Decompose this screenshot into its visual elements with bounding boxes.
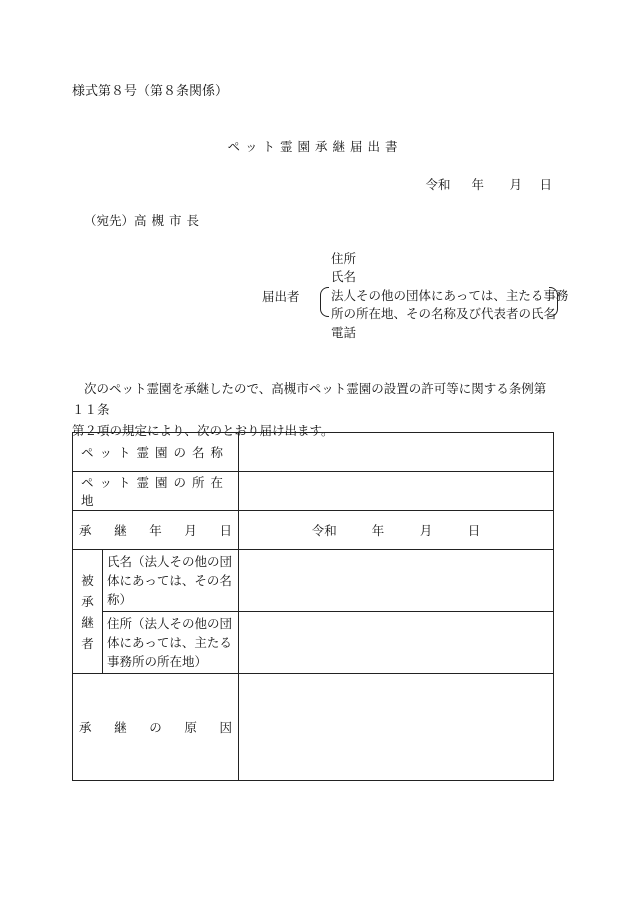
succession-date-year: 年 xyxy=(371,523,385,538)
label-char: 年 xyxy=(149,523,162,538)
right-bracket xyxy=(549,287,558,317)
succession-date-month: 月 xyxy=(419,523,433,538)
label-succession-reason xyxy=(73,674,239,781)
submission-date xyxy=(425,175,552,193)
statement-line1: 次のペット霊園を承継したので、高槻市ペット霊園の設置の許可等に関する条例第１１条 xyxy=(72,381,547,417)
label-char: 継 xyxy=(114,523,127,538)
field-succession-date[interactable] xyxy=(239,511,554,550)
applicant-address-label: 住所 xyxy=(331,251,357,266)
date-day: 日 xyxy=(539,177,552,192)
label-succession-date xyxy=(73,511,239,550)
field-cemetery-name[interactable] xyxy=(239,433,554,472)
label-char: 因 xyxy=(219,720,233,735)
label-char: 承 xyxy=(79,523,92,538)
date-month: 月 xyxy=(509,177,522,192)
addressee-prefix: （宛先） xyxy=(84,213,135,228)
date-era: 令和 xyxy=(425,177,451,192)
row-cemetery-name xyxy=(73,433,554,472)
form-number: 様式第８号（第８条関係） xyxy=(72,84,229,99)
vertical-char: 者 xyxy=(81,635,94,651)
vertical-char: 継 xyxy=(81,614,94,630)
vertical-char: 被 xyxy=(81,572,94,588)
applicant-name-label: 氏名 xyxy=(331,269,357,284)
label-char: 原 xyxy=(184,720,197,735)
document-title: ペット霊園承継届出書 xyxy=(227,139,403,154)
vertical-char: 承 xyxy=(81,593,94,609)
label-predecessor xyxy=(73,550,103,674)
field-predecessor-name[interactable] xyxy=(239,550,554,612)
label-predecessor-name: 氏名（法人その他の団体にあっては、その名称） xyxy=(103,550,239,612)
left-bracket xyxy=(320,287,329,317)
row-predecessor-name xyxy=(73,550,554,612)
label-cemetery-location: ペット霊園の所在地 xyxy=(73,472,239,511)
succession-date-era: 令和 xyxy=(311,523,337,538)
row-predecessor-address xyxy=(73,612,554,674)
field-cemetery-location[interactable] xyxy=(239,472,554,511)
applicant-label: 届出者 xyxy=(262,289,300,304)
notification-table xyxy=(72,432,554,781)
addressee-name: 高槻市長 xyxy=(134,213,205,228)
label-char: 継 xyxy=(114,720,127,735)
field-predecessor-address[interactable] xyxy=(239,612,554,674)
label-char: 月 xyxy=(184,523,197,538)
addressee xyxy=(84,211,204,229)
field-succession-reason[interactable] xyxy=(239,674,554,781)
label-char: の xyxy=(149,720,162,735)
date-year: 年 xyxy=(471,177,484,192)
label-predecessor-address: 住所（法人その他の団体にあっては、主たる事務所の所在地） xyxy=(103,612,239,674)
applicant-phone-label: 電話 xyxy=(331,325,357,340)
label-char: 日 xyxy=(219,523,233,538)
statement-line2: 第２項の規定により、次のとおり届け出ます。 xyxy=(72,423,334,438)
label-cemetery-name: ペット霊園の名称 xyxy=(73,433,239,472)
applicant-note-line2: 所の所在地、その名称及び代表者の氏名 xyxy=(331,306,557,321)
label-char: 承 xyxy=(79,720,92,735)
row-succession-reason xyxy=(73,674,554,781)
row-succession-date xyxy=(73,511,554,550)
applicant-note-line1: 法人その他の団体にあっては、主たる事務 xyxy=(331,288,569,303)
succession-date-day: 日 xyxy=(467,523,481,538)
row-cemetery-location xyxy=(73,472,554,511)
